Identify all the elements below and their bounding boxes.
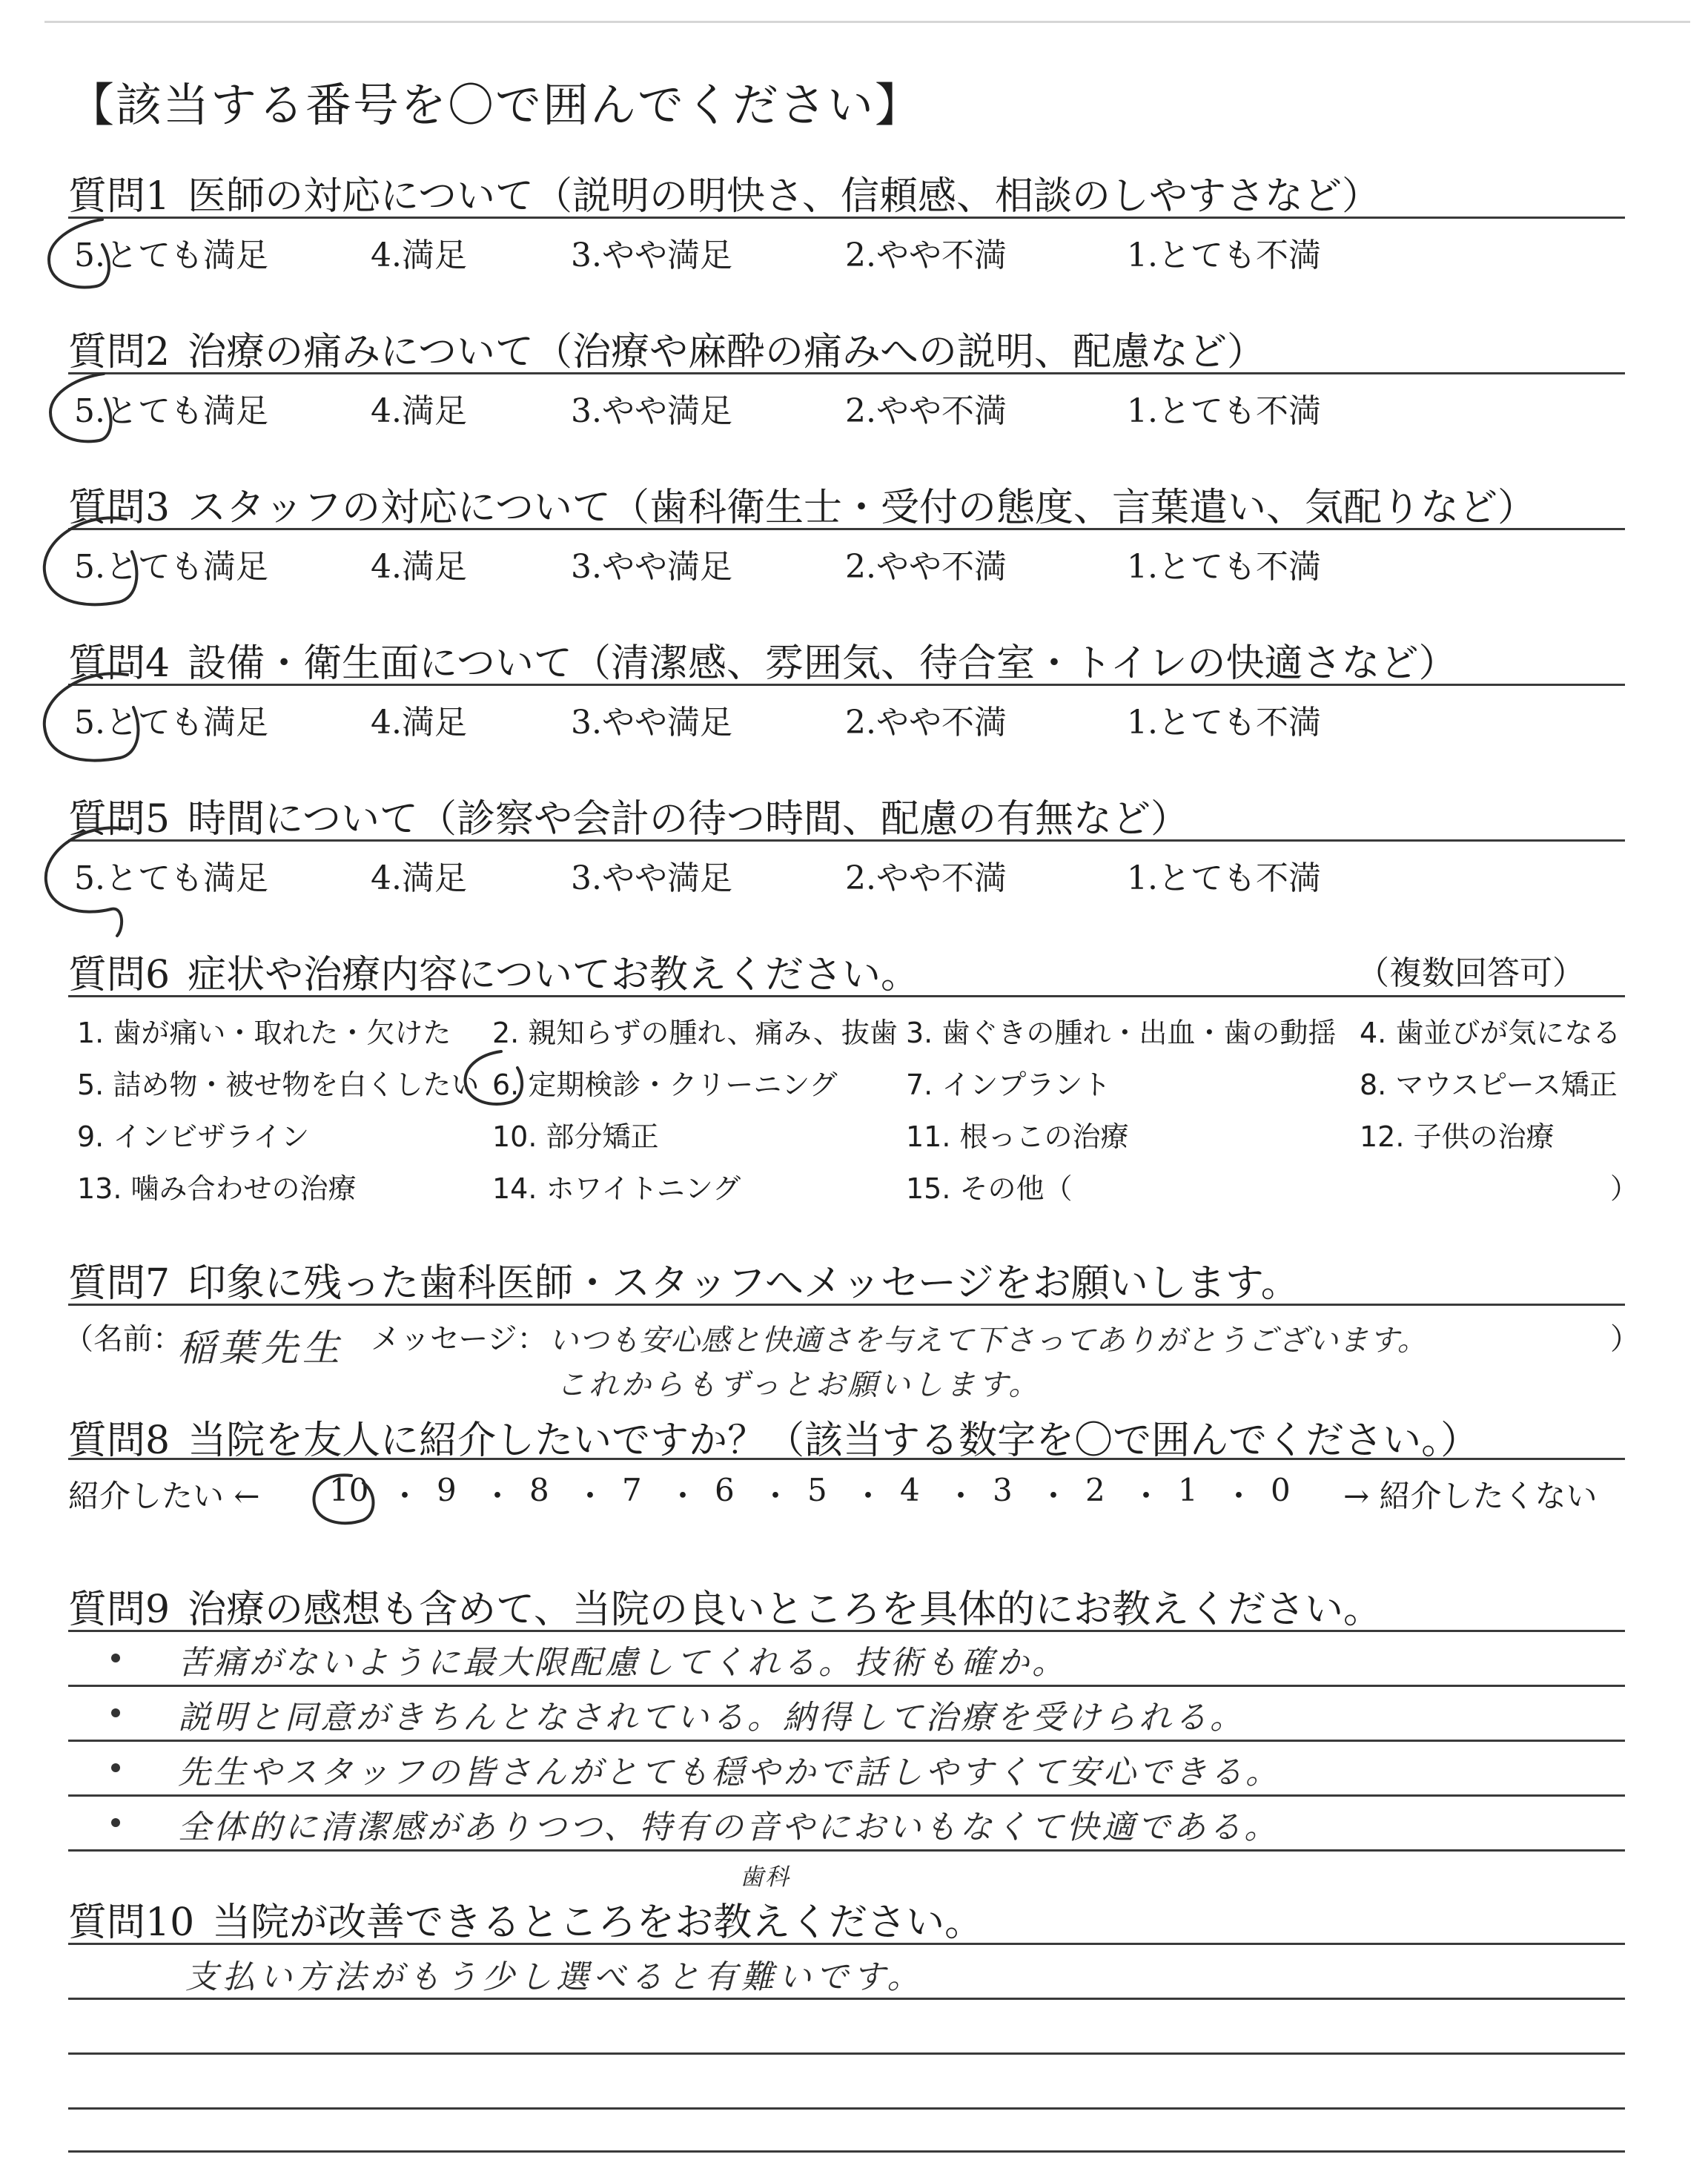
question-text: 治療の痛みについて（治療や麻酔の痛みへの説明、配慮など）	[188, 330, 1266, 374]
option-2[interactable]: 2.やや不満	[845, 859, 1007, 897]
checklist-item[interactable]: 4. 歯並びが気になる	[1360, 1017, 1621, 1049]
option-1[interactable]: 1.とても不満	[1127, 392, 1321, 430]
scale-separator: ・	[853, 1478, 884, 1514]
question-text: 時間について（診察や会計の待つ時間、配慮の有無など）	[188, 797, 1190, 842]
question-number: 質問5	[68, 797, 171, 842]
option-4[interactable]: 4.満足	[371, 237, 467, 274]
scale-separator: ・	[1131, 1478, 1162, 1514]
question-text: 症状や治療内容についてお教えください。	[188, 953, 920, 997]
checklist-item[interactable]: 11. 根っこの治療	[906, 1120, 1129, 1153]
option-3[interactable]: 3.やや満足	[571, 548, 732, 586]
checklist-item[interactable]: 13. 噛み合わせの治療	[77, 1172, 357, 1205]
inserted-word: 歯科	[740, 1863, 791, 1891]
answer-text[interactable]: 先生やスタッフの皆さんがとても穏やかで話しやすくて安心できる。	[178, 1754, 1281, 1791]
selection-circle-q4	[44, 673, 139, 760]
question-text: 治療の感想も含めて、当院の良いところを具体的にお教えください。	[188, 1588, 1383, 1632]
answer-text[interactable]: 全体的に清潔感がありつつ、特有の音やにおいもなくて快適である。	[178, 1809, 1280, 1846]
option-1[interactable]: 1.とても不満	[1127, 859, 1321, 897]
question-text: 設備・衛生面について（清潔感、雰囲気、待合室・トイレの快適さなど）	[188, 641, 1457, 686]
option-2[interactable]: 2.やや不満	[845, 392, 1007, 430]
multiple-answer-note: （複数回答可）	[1357, 954, 1585, 992]
selection-circle-q3	[44, 518, 137, 604]
checklist-item[interactable]: 12. 子供の治療	[1360, 1120, 1555, 1153]
scale-value-7[interactable]: 7	[622, 1472, 642, 1508]
scale-separator: ・	[389, 1478, 421, 1514]
question-number: 質問9	[68, 1588, 171, 1632]
checklist-item[interactable]: 3. 歯ぐきの腫れ・出血・歯の動揺	[906, 1017, 1337, 1049]
page-heading: 【該当する番号を〇で囲んでください】	[68, 78, 923, 132]
option-2[interactable]: 2.やや不満	[845, 704, 1007, 742]
question-text: 医師の対応について（説明の明快さ、信頼感、相談のしやすさなど）	[188, 174, 1380, 219]
scale-value-4[interactable]: 4	[900, 1472, 920, 1508]
option-1[interactable]: 1.とても不満	[1127, 237, 1321, 274]
option-5[interactable]: 5.とても満足	[74, 237, 268, 274]
answer-text[interactable]: 支払い方法がもう少し選べると有難いです。	[185, 1958, 924, 1996]
checklist-item[interactable]: 15. その他（	[906, 1172, 1073, 1205]
scale-separator: ・	[482, 1478, 514, 1514]
checklist-item[interactable]: 1. 歯が痛い・取れた・欠けた	[77, 1017, 451, 1049]
option-4[interactable]: 4.満足	[371, 704, 467, 742]
scale-value-2[interactable]: 2	[1085, 1472, 1105, 1508]
question-number: 質問8	[68, 1418, 171, 1463]
question-text: 印象に残った歯科医師・スタッフへメッセージをお願いします。	[188, 1261, 1300, 1306]
question-number: 質問10	[68, 1900, 195, 1945]
selection-circle-q8	[314, 1475, 373, 1523]
name-label: （名前：	[64, 1322, 182, 1356]
option-2[interactable]: 2.やや不満	[845, 237, 1007, 274]
question-number: 質問6	[68, 953, 171, 997]
option-3[interactable]: 3.やや満足	[571, 704, 732, 742]
checklist-item[interactable]: 8. マウスピース矯正	[1360, 1069, 1618, 1101]
checklist-item-selected[interactable]: 6. 定期検診・クリーニング	[492, 1069, 838, 1101]
scale-separator: ・	[1038, 1478, 1070, 1514]
option-2[interactable]: 2.やや不満	[845, 548, 1007, 586]
option-3[interactable]: 3.やや満足	[571, 392, 732, 430]
question-number: 質問7	[68, 1261, 171, 1306]
answer-text[interactable]: 説明と同意がきちんとなされている。納得して治療を受けられる。	[178, 1699, 1245, 1737]
scale-value-6[interactable]: 6	[715, 1472, 735, 1508]
question-number: 質問2	[68, 330, 171, 374]
selection-circle-q6	[466, 1051, 523, 1104]
message-close-paren: ）	[1610, 1322, 1640, 1356]
option-3[interactable]: 3.やや満足	[571, 237, 732, 274]
other-close-paren: ）	[1610, 1172, 1639, 1205]
scale-value-10[interactable]: 10	[329, 1472, 369, 1508]
scale-value-5[interactable]: 5	[807, 1472, 827, 1508]
scale-value-1[interactable]: 1	[1178, 1472, 1198, 1508]
message-line-1[interactable]: いつも安心感と快適さを与えて下さってありがとうございます。	[549, 1324, 1428, 1358]
checklist-item[interactable]: 2. 親知らずの腫れ、痛み、抜歯	[492, 1017, 898, 1049]
checklist-item[interactable]: 7. インプラント	[906, 1069, 1111, 1101]
option-1[interactable]: 1.とても不満	[1127, 548, 1321, 586]
scale-separator: ・	[760, 1478, 792, 1514]
checklist-item[interactable]: 9. インビザライン	[77, 1120, 310, 1153]
answer-text[interactable]: 苦痛がないように最大限配慮してくれる。技術も確か。	[178, 1644, 1068, 1682]
scale-left-label: 紹介したい ←	[68, 1478, 260, 1514]
question-number: 質問4	[68, 641, 171, 686]
option-1[interactable]: 1.とても不満	[1127, 704, 1321, 742]
checklist-item[interactable]: 14. ホワイトニング	[492, 1172, 741, 1205]
scale-value-0[interactable]: 0	[1271, 1472, 1291, 1508]
scale-value-8[interactable]: 8	[529, 1472, 549, 1508]
option-4[interactable]: 4.満足	[371, 859, 467, 897]
name-value[interactable]: 稲葉先生	[178, 1327, 344, 1370]
scale-right-label: → 紹介したくない	[1343, 1478, 1598, 1514]
selection-circle-q2	[50, 374, 111, 441]
option-5[interactable]: 5.とても満足	[74, 548, 268, 586]
question-text: スタッフの対応について（歯科衛生士・受付の態度、言葉遣い、気配りなど）	[188, 486, 1537, 530]
question-text: 当院が改善できるところをお教えください。	[212, 1900, 984, 1945]
question-number: 質問3	[68, 486, 171, 530]
scale-value-3[interactable]: 3	[993, 1472, 1013, 1508]
option-5[interactable]: 5.とても満足	[74, 704, 268, 742]
message-line-2[interactable]: これからもずっとお願いします。	[556, 1368, 1042, 1402]
option-5[interactable]: 5.とても満足	[74, 392, 268, 430]
checklist-item[interactable]: 10. 部分矯正	[492, 1120, 659, 1153]
scale-separator: ・	[1223, 1478, 1255, 1514]
option-5[interactable]: 5.とても満足	[74, 859, 268, 897]
option-3[interactable]: 3.やや満足	[571, 859, 732, 897]
checklist-item[interactable]: 5. 詰め物・被せ物を白くしたい	[77, 1069, 480, 1101]
selection-circle-q1	[49, 219, 109, 288]
scale-separator: ・	[945, 1478, 977, 1514]
question-text: 当院を友人に紹介したいですか？（該当する数字を〇で囲んでください。）	[188, 1418, 1480, 1463]
option-4[interactable]: 4.満足	[371, 548, 467, 586]
scale-separator: ・	[667, 1478, 699, 1514]
question-number: 質問1	[68, 174, 171, 219]
scale-value-9[interactable]: 9	[437, 1472, 457, 1508]
selection-circle-q5	[46, 828, 128, 936]
option-4[interactable]: 4.満足	[371, 392, 467, 430]
scale-separator: ・	[575, 1478, 606, 1514]
message-label: メッセージ：	[371, 1322, 547, 1356]
